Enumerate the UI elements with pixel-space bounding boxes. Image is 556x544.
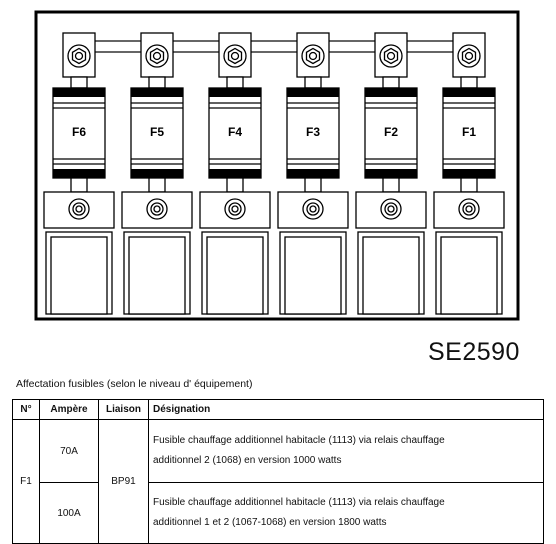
fuse-cap-top [365,88,417,97]
bolt-head [76,53,83,60]
bolt-head [76,206,82,212]
fuse-connector [71,178,87,192]
header-designation: Désignation [149,400,544,420]
socket-inner [285,237,341,314]
fuse-label: F5 [149,125,165,139]
bolt-head [232,53,239,60]
fuse-connector [149,77,165,88]
designation-line: additionnel 1 et 2 (1067-1068) en version 1800 watts [153,517,387,528]
bolt-head [466,53,473,60]
bolt-head [388,206,394,212]
fuse-cap-bottom [53,169,105,178]
fuse-connector [305,178,321,192]
bolt-head [232,206,238,212]
fuse-cap-bottom [287,169,339,178]
table-row [13,420,544,483]
fuse-label: F3 [305,125,321,139]
fuse-connector [383,178,399,192]
fuse-cap-bottom [209,169,261,178]
designation-line: Fusible chauffage additionnel habitacle (1113) via relais chauffage [153,435,445,446]
bolt-head [466,206,472,212]
fuse-connector [227,77,243,88]
socket-inner [129,237,185,314]
diagram-reference: SE2590 [428,338,520,366]
table-header-row [13,400,544,420]
designation-line: Fusible chauffage additionnel habitacle (1113) via relais chauffage [153,497,445,508]
fuse-label: F4 [227,125,243,139]
bolt-head [154,53,161,60]
header-liaison: Liaison [99,400,149,420]
fuse-label: F6 [71,125,87,139]
socket-inner [441,237,497,314]
socket-inner [207,237,263,314]
designation-line: additionnel 2 (1068) en version 1000 watts [153,455,342,466]
bus-bar [78,41,470,52]
cell-designation [149,420,544,483]
fuse-label: F2 [383,125,399,139]
fuse-connector [461,178,477,192]
fuse-cap-bottom [131,169,183,178]
fuse-cap-top [443,88,495,97]
cell-designation [149,483,544,544]
bolt-head [154,206,160,212]
cell-ampere: 100A [40,483,99,544]
cell-fuse-number: F1 [13,420,40,544]
fuse-cap-top [53,88,105,97]
header-ampere: Ampère [40,400,99,420]
fuse-label: F1 [461,125,477,139]
bolt-head [310,53,317,60]
fuse-cap-bottom [365,169,417,178]
fuse-connector [227,178,243,192]
bolt-head [388,53,395,60]
fuse-cap-bottom [443,169,495,178]
table-caption: Affectation fusibles (selon le niveau d' équipement) [16,378,253,390]
socket-inner [51,237,107,314]
cell-ampere: 70A [40,420,99,483]
fuse-connector [305,77,321,88]
fuse-cap-top [287,88,339,97]
fuse-connector [71,77,87,88]
fuse-assignment-table [12,399,544,544]
header-num: N° [13,400,40,420]
table-row [13,483,544,544]
fuse-connector [383,77,399,88]
fuse-connector [461,77,477,88]
fuse-cap-top [209,88,261,97]
cell-liaison: BP91 [99,420,149,544]
fuse-cap-top [131,88,183,97]
fuse-connector [149,178,165,192]
bolt-head [310,206,316,212]
socket-inner [363,237,419,314]
